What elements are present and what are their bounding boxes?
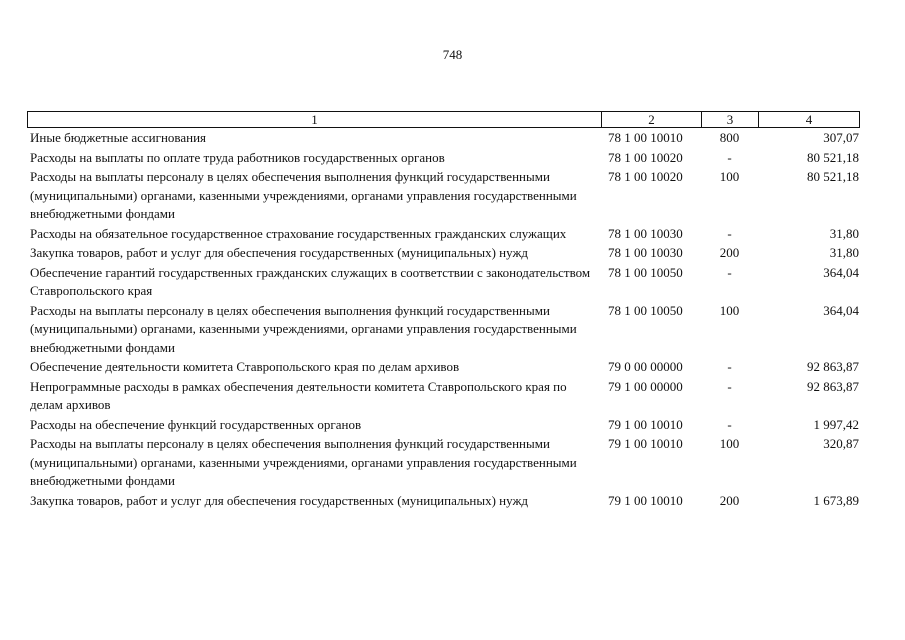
row-amount: 364,04 — [823, 264, 859, 280]
table-row — [27, 244, 859, 263]
row-amount: 31,80 — [829, 225, 859, 241]
row-amount: 307,07 — [823, 130, 859, 145]
row-name: Расходы на обязательное государственное страхование государственных гражданских служащих — [30, 225, 567, 241]
row-code: 79 1 00 00000 — [608, 378, 683, 394]
header-col-2: 2 — [602, 112, 702, 128]
row-name: Иные бюджетные ассигнования — [30, 130, 207, 145]
row-type: 800 — [719, 130, 740, 145]
row-type: 200 — [719, 492, 740, 508]
row-amount: 92 863,87 — [807, 359, 859, 374]
row-code: 78 1 00 10020 — [608, 149, 683, 165]
table-row — [27, 358, 859, 377]
row-amount: 1 997,42 — [813, 416, 859, 432]
row-type: 100 — [719, 302, 740, 318]
row-name: Расходы на обеспечение функций государственных органов — [30, 416, 362, 432]
table-row — [27, 435, 859, 491]
row-type: - — [727, 378, 732, 394]
row-amount: 320,87 — [823, 436, 859, 451]
row-amount: 80 521,18 — [807, 149, 859, 165]
row-type: 100 — [719, 169, 740, 184]
row-name: Расходы на выплаты персоналу в целях обеспечения выполнения функций государственными (муниципальными) органами, казенными учреждениями, органами управления государственными внебюджетными фондами — [30, 169, 577, 221]
header-col-4: 4 — [759, 112, 860, 128]
row-name: Расходы на выплаты персоналу в целях обеспечения выполнения функций государственными (муниципальными) органами, казенными учреждениями, органами управления государственными внебюджетными фондами — [30, 302, 577, 355]
table-row — [27, 168, 859, 224]
row-amount: 80 521,18 — [807, 169, 859, 184]
row-code: 79 1 00 10010 — [608, 492, 683, 508]
row-name: Расходы на выплаты персоналу в целях обеспечения выполнения функций государственными (муниципальными) органами, казенными учреждениями, органами управления государственными внебюджетными фондами — [30, 436, 577, 488]
row-amount: 364,04 — [823, 302, 859, 318]
row-amount: 31,80 — [829, 245, 859, 260]
row-type: - — [727, 225, 732, 241]
table-row — [27, 149, 859, 168]
row-name: Непрограммные расходы в рамках обеспечения деятельности комитета Ставропольского края по делам архивов — [30, 378, 567, 412]
table-row — [27, 302, 859, 358]
row-type: - — [727, 416, 732, 432]
row-code: 78 1 00 10010 — [608, 130, 683, 145]
row-type: - — [727, 359, 732, 374]
header-col-1: 1 — [28, 112, 602, 128]
table-row — [27, 129, 859, 148]
table-row — [27, 492, 859, 511]
row-amount: 92 863,87 — [807, 378, 859, 394]
row-code: 78 1 00 10050 — [608, 302, 683, 318]
row-name: Расходы на выплаты по оплате труда работников государственных органов — [30, 149, 445, 165]
row-code: 79 1 00 10010 — [608, 436, 683, 451]
row-name: Закупка товаров, работ и услуг для обеспечения государственных (муниципальных) нужд — [30, 245, 529, 260]
row-type: - — [727, 149, 732, 165]
row-code: 79 0 00 00000 — [608, 359, 683, 374]
table-row — [27, 264, 859, 301]
row-amount: 1 673,89 — [813, 492, 859, 508]
table-row — [27, 416, 859, 435]
table-body — [27, 129, 859, 511]
row-code: 78 1 00 10030 — [608, 225, 683, 241]
row-code: 78 1 00 10050 — [608, 264, 683, 280]
page-number: 748 — [442, 47, 463, 62]
table-row — [27, 225, 859, 244]
table-header — [27, 111, 860, 128]
table-row — [27, 378, 859, 415]
row-name: Обеспечение деятельности комитета Ставропольского края по делам архивов — [30, 359, 460, 374]
header-col-3: 3 — [702, 112, 759, 128]
row-type: 200 — [719, 245, 740, 260]
row-code: 78 1 00 10030 — [608, 245, 683, 260]
row-type: 100 — [719, 436, 740, 451]
row-type: - — [727, 264, 732, 280]
row-name: Закупка товаров, работ и услуг для обеспечения государственных (муниципальных) нужд — [30, 492, 529, 508]
row-code: 79 1 00 10010 — [608, 416, 683, 432]
row-name: Обеспечение гарантий государственных гражданских служащих в соответствии с законодательством Ставропольского края — [30, 264, 591, 298]
row-code: 78 1 00 10020 — [608, 169, 683, 184]
